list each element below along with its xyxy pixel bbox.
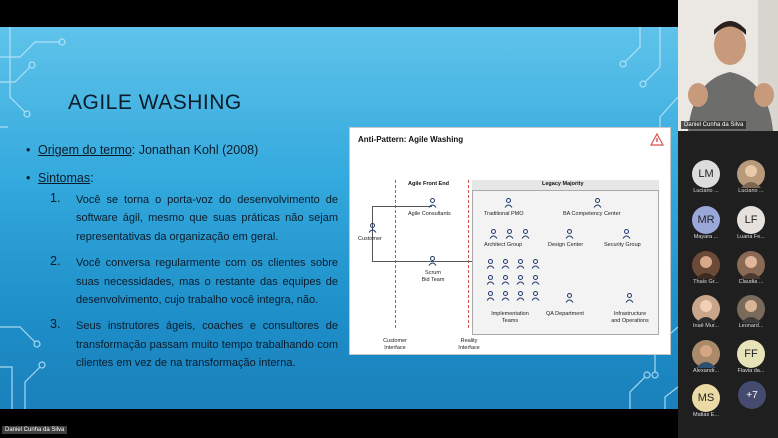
list-item xyxy=(50,254,338,309)
agile-consultants-icon xyxy=(428,198,437,208)
implementation-team-icon xyxy=(516,291,525,301)
user-photo-icon xyxy=(737,295,765,323)
participant-name: Leonard... xyxy=(738,323,764,329)
scrum-bid-team-icon xyxy=(428,256,437,266)
bullet-icon: • xyxy=(26,143,31,157)
origin-value: : Jonathan Kohl (2008) xyxy=(131,143,259,157)
participant-tile[interactable] xyxy=(684,381,728,421)
participant-name: Claudia ... xyxy=(738,279,764,285)
qa-department-icon xyxy=(565,293,574,303)
connector-line xyxy=(372,206,373,261)
reality-interface-label xyxy=(452,338,486,351)
avatar: FF xyxy=(737,340,765,368)
presenter-silhouette-icon xyxy=(678,0,778,131)
implementation-team-icon xyxy=(486,275,495,285)
item-number: 3. xyxy=(50,317,61,332)
ba-center-label: BA Competency Center xyxy=(563,211,621,217)
infra-line1: Infrastructure xyxy=(613,311,647,317)
participant-name: Flavia da... xyxy=(737,368,765,374)
avatar: MS xyxy=(692,384,720,412)
participant-name: Inaê Mur... xyxy=(693,323,719,329)
participant-tile[interactable] xyxy=(684,337,728,377)
implementation-team-icon xyxy=(501,275,510,285)
avatar xyxy=(737,160,765,188)
implementation-team-icon xyxy=(486,291,495,301)
infrastructure-label xyxy=(603,311,657,324)
connector-line xyxy=(372,261,472,262)
symptoms-list xyxy=(50,191,338,381)
diagram-title: Anti-Pattern: Agile Washing xyxy=(358,135,464,144)
architect-icon xyxy=(505,229,514,239)
impl-line2: Teams xyxy=(501,317,519,324)
avatar xyxy=(737,251,765,279)
origin-label: Origem do termo xyxy=(38,143,132,157)
participant-tile[interactable] xyxy=(729,292,773,332)
avatar: MR xyxy=(692,206,720,234)
participant-name: Thaís Gr... xyxy=(693,279,719,285)
item-text: Você conversa regularmente com os clientes sobre suas necessidades, mas o restante das equipes de desenvolvimento, cujo trabalho você integra, não. xyxy=(76,257,338,307)
implementation-team-icon xyxy=(486,259,495,269)
item-number: 2. xyxy=(50,254,61,269)
implementation-team-icon xyxy=(516,275,525,285)
implementation-team-icon xyxy=(501,291,510,301)
implementation-team-icon xyxy=(516,259,525,269)
user-photo-icon xyxy=(692,251,720,279)
ri-line1: Reality xyxy=(460,338,478,344)
participant-name: Alexandr... xyxy=(693,368,719,374)
symptoms-label: Sintomas xyxy=(38,171,91,185)
ri-line2: Interface xyxy=(458,344,480,351)
architect-group-label: Architect Group xyxy=(484,242,523,248)
user-photo-icon xyxy=(692,340,720,368)
presenter-name-tag: Daniel Cunha da Silva xyxy=(681,121,746,129)
avatar: LF xyxy=(737,206,765,234)
screen-share-name-tag: Daniel Cunha da Silva xyxy=(2,426,67,434)
list-item xyxy=(50,317,338,372)
participant-tile[interactable] xyxy=(684,157,728,197)
scrum-bid-team-label xyxy=(416,270,450,283)
participant-name: Mayara ... xyxy=(693,234,719,240)
design-center-label: Design Center xyxy=(548,242,584,248)
ci-line1: Customer xyxy=(383,338,407,344)
traditional-pmo-icon xyxy=(504,198,513,208)
symptoms-colon: : xyxy=(90,171,94,185)
ba-center-icon xyxy=(593,198,602,208)
reality-interface-line xyxy=(468,180,469,328)
item-number: 1. xyxy=(50,191,61,205)
security-group-label: Security Group xyxy=(604,242,641,248)
agile-washing-diagram xyxy=(349,127,671,355)
participant-tile[interactable] xyxy=(684,292,728,332)
avatar: LM xyxy=(692,160,720,188)
more-participants-button[interactable]: +7 xyxy=(738,381,766,409)
implementation-team-icon xyxy=(531,275,540,285)
ci-line2: Interface xyxy=(384,344,406,351)
traditional-pmo-label: Traditional PMO xyxy=(484,211,524,217)
impl-line1: Implementation xyxy=(491,311,529,317)
implementation-team-icon xyxy=(501,259,510,269)
customer-person-icon xyxy=(368,223,377,233)
participant-tile[interactable] xyxy=(729,157,773,197)
legacy-majority-header: Legacy Majority xyxy=(542,181,584,187)
architect-icon xyxy=(489,229,498,239)
participant-name: Luciano ... xyxy=(693,188,719,194)
customer-interface-line xyxy=(395,180,396,328)
slide-title: AGILE WASHING xyxy=(68,91,242,114)
implementation-team-icon xyxy=(531,291,540,301)
customer-interface-label xyxy=(378,338,412,351)
infra-line2: and Operations xyxy=(611,317,649,324)
user-photo-icon xyxy=(737,160,765,188)
user-photo-icon xyxy=(737,251,765,279)
user-photo-icon xyxy=(692,295,720,323)
participant-tile[interactable] xyxy=(729,203,773,243)
list-item xyxy=(50,191,338,246)
participant-name: Matias E... xyxy=(693,412,719,418)
avatar xyxy=(692,251,720,279)
warning-icon xyxy=(650,133,664,146)
participant-tile[interactable] xyxy=(684,203,728,243)
participant-tile[interactable] xyxy=(729,248,773,288)
security-group-icon xyxy=(622,229,631,239)
origin-line xyxy=(26,143,258,157)
participant-name: Luciano ... xyxy=(738,188,764,194)
participant-tile[interactable] xyxy=(729,337,773,377)
scrum-line2: Bid Team xyxy=(421,276,445,283)
qa-department-label: QA Department xyxy=(546,311,584,317)
participant-name: Luana Fe... xyxy=(737,234,765,240)
item-text: Você se torna o porta-voz do desenvolvimento de software ágil, mesmo que suas práticas não sejam representativas da organização em geral. xyxy=(76,194,338,243)
architect-icon xyxy=(521,229,530,239)
presenter-video[interactable] xyxy=(678,0,778,131)
implementation-teams-label xyxy=(484,311,536,324)
customer-label: Customer xyxy=(358,236,382,242)
connector-line xyxy=(372,206,432,207)
avatar xyxy=(692,295,720,323)
agile-front-end-header: Agile Front End xyxy=(408,181,449,187)
symptoms-line xyxy=(26,171,94,185)
bottom-bar xyxy=(0,409,678,438)
avatar xyxy=(692,340,720,368)
agile-consultants-label: Agile Consultants xyxy=(408,211,451,217)
scrum-line1: Scrum xyxy=(425,270,441,276)
implementation-team-icon xyxy=(531,259,540,269)
infrastructure-icon xyxy=(625,293,634,303)
bullet-icon: • xyxy=(26,171,31,185)
shared-slide xyxy=(0,27,678,409)
avatar xyxy=(737,295,765,323)
design-center-icon xyxy=(565,229,574,239)
participant-tile[interactable] xyxy=(684,248,728,288)
item-text: Seus instrutores ágeis, coaches e consultores de transformação passam muito tempo trabalhando com clientes em vez de na transformação interna. xyxy=(76,320,338,370)
